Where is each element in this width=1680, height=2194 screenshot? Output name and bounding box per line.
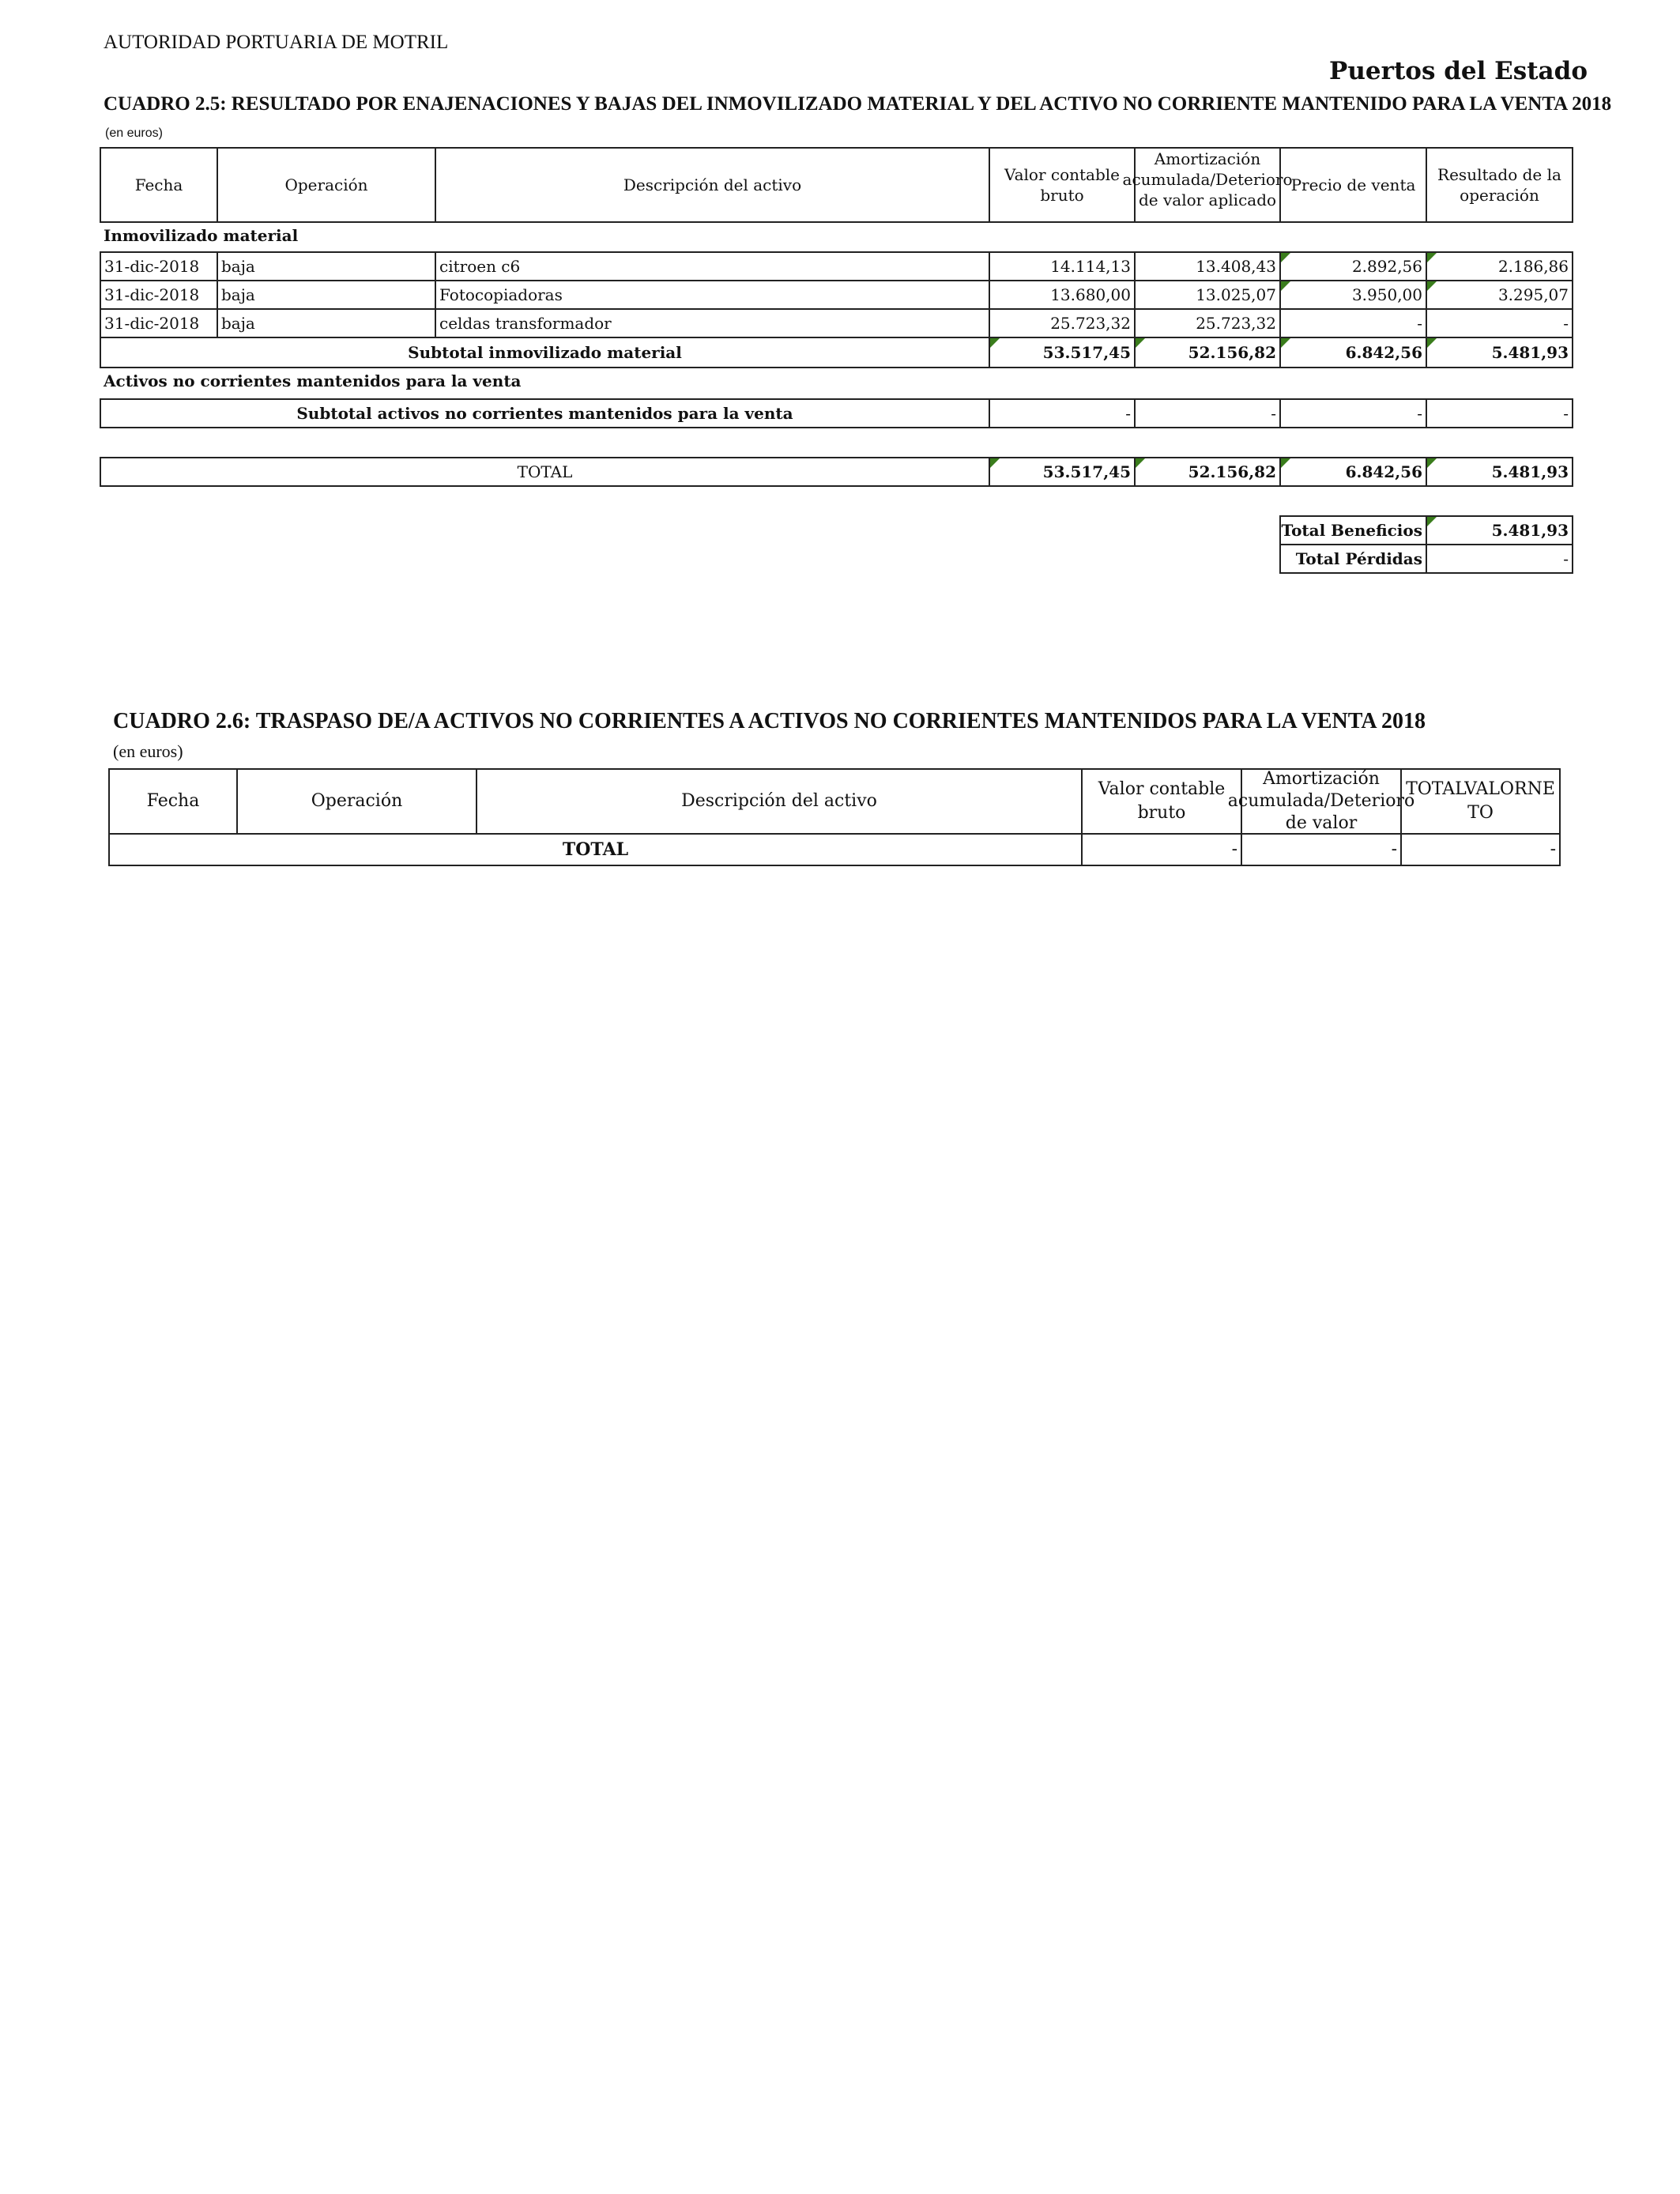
- t2-col-operacion: Operación: [236, 768, 477, 835]
- table1-unit: (en euros): [105, 126, 163, 140]
- subtotal2-amortizacion: -: [1134, 398, 1281, 428]
- subtotal2-resultado: -: [1426, 398, 1573, 428]
- subtotal-precio: 6.842,56: [1279, 337, 1427, 368]
- t2-total-amortizacion: -: [1241, 833, 1402, 866]
- table1-title: CUADRO 2.5: RESULTADO POR ENAJENACIONES Y BAJAS DEL INMOVILIZADO MATERIAL Y DEL ACTIVO NO CORRIENTE MANTENIDO PARA LA VENTA 2018: [104, 93, 1612, 115]
- table-cell-valor: 25.723,32: [989, 308, 1136, 338]
- subtotal2-precio: -: [1279, 398, 1427, 428]
- section-activos-label: Activos no corrientes mantenidos para la venta: [104, 371, 522, 390]
- table-cell-resultado: -: [1426, 308, 1573, 338]
- subtotal2-valor: -: [989, 398, 1136, 428]
- t2-total-neto: -: [1400, 833, 1561, 866]
- t2-col-fecha: Fecha: [108, 768, 238, 835]
- t1-col-operacion: Operación: [217, 147, 436, 223]
- total-beneficios-label: Total Beneficios: [1279, 515, 1427, 545]
- total-precio: 6.842,56: [1279, 457, 1427, 487]
- t2-col-valor: Valor contable bruto: [1081, 768, 1242, 835]
- t2-total-valor: -: [1081, 833, 1242, 866]
- subtotal-inmovilizado-label: Subtotal inmovilizado material: [100, 337, 990, 368]
- table2-title: CUADRO 2.6: TRASPASO DE/A ACTIVOS NO CORRIENTES A ACTIVOS NO CORRIENTES MANTENIDOS PARA LA VENTA 2018: [113, 709, 1426, 733]
- total-resultado: 5.481,93: [1426, 457, 1573, 487]
- table-cell-operacion: baja: [217, 280, 436, 310]
- t2-col-amortizacion: Amortización acumulada/Deterioro de valor: [1227, 769, 1415, 833]
- total-perdidas-value: -: [1426, 544, 1573, 574]
- t2-col-neto: TOTALVALORNETO: [1400, 768, 1561, 835]
- table-cell-descripcion: celdas transformador: [435, 308, 990, 338]
- table2-unit: (en euros): [113, 741, 183, 761]
- table-cell-precio: 2.892,56: [1279, 251, 1427, 281]
- t2-total-label: TOTAL: [108, 833, 1083, 866]
- table-cell-valor: 13.680,00: [989, 280, 1136, 310]
- table-cell-descripcion: Fotocopiadoras: [435, 280, 990, 310]
- table-cell-resultado: 3.295,07: [1426, 280, 1573, 310]
- t1-col-amortizacion: Amortización acumulada/Deterioro de valor aplicado: [1134, 147, 1281, 223]
- subtotal-resultado: 5.481,93: [1426, 337, 1573, 368]
- table-cell-descripcion: citroen c6: [435, 251, 990, 281]
- table-cell-fecha: 31-dic-2018: [100, 280, 218, 310]
- t1-col-descripcion: Descripción del activo: [435, 147, 990, 223]
- section-inmovilizado-label: Inmovilizado material: [104, 226, 299, 245]
- table-cell-valor: 14.114,13: [989, 251, 1136, 281]
- total-amortizacion: 52.156,82: [1134, 457, 1281, 487]
- table-cell-precio: -: [1279, 308, 1427, 338]
- table-cell-fecha: 31-dic-2018: [100, 251, 218, 281]
- table-cell-operacion: baja: [217, 308, 436, 338]
- subtotal-amortizacion: 52.156,82: [1134, 337, 1281, 368]
- table-cell-amortizacion: 13.408,43: [1134, 251, 1281, 281]
- table-cell-precio: 3.950,00: [1279, 280, 1427, 310]
- table-cell-resultado: 2.186,86: [1426, 251, 1573, 281]
- table-cell-amortizacion: 13.025,07: [1134, 280, 1281, 310]
- total-perdidas-label: Total Pérdidas: [1279, 544, 1427, 574]
- total-beneficios-value: 5.481,93: [1426, 515, 1573, 545]
- total-label: TOTAL: [100, 457, 990, 487]
- table-cell-fecha: 31-dic-2018: [100, 308, 218, 338]
- t1-col-fecha: Fecha: [100, 147, 218, 223]
- subtotal-valor: 53.517,45: [989, 337, 1136, 368]
- table-cell-operacion: baja: [217, 251, 436, 281]
- total-valor: 53.517,45: [989, 457, 1136, 487]
- t2-col-descripcion: Descripción del activo: [476, 768, 1083, 835]
- subtotal-activos-label: Subtotal activos no corrientes mantenidos para la venta: [100, 398, 990, 428]
- t1-col-resultado: Resultado de la operación: [1426, 147, 1573, 223]
- brand-name: Puertos del Estado: [1329, 57, 1588, 85]
- t1-col-valor: Valor contable bruto: [989, 147, 1136, 223]
- organization-name: AUTORIDAD PORTUARIA DE MOTRIL: [104, 32, 449, 53]
- table-cell-amortizacion: 25.723,32: [1134, 308, 1281, 338]
- t1-col-precio: Precio de venta: [1279, 147, 1427, 223]
